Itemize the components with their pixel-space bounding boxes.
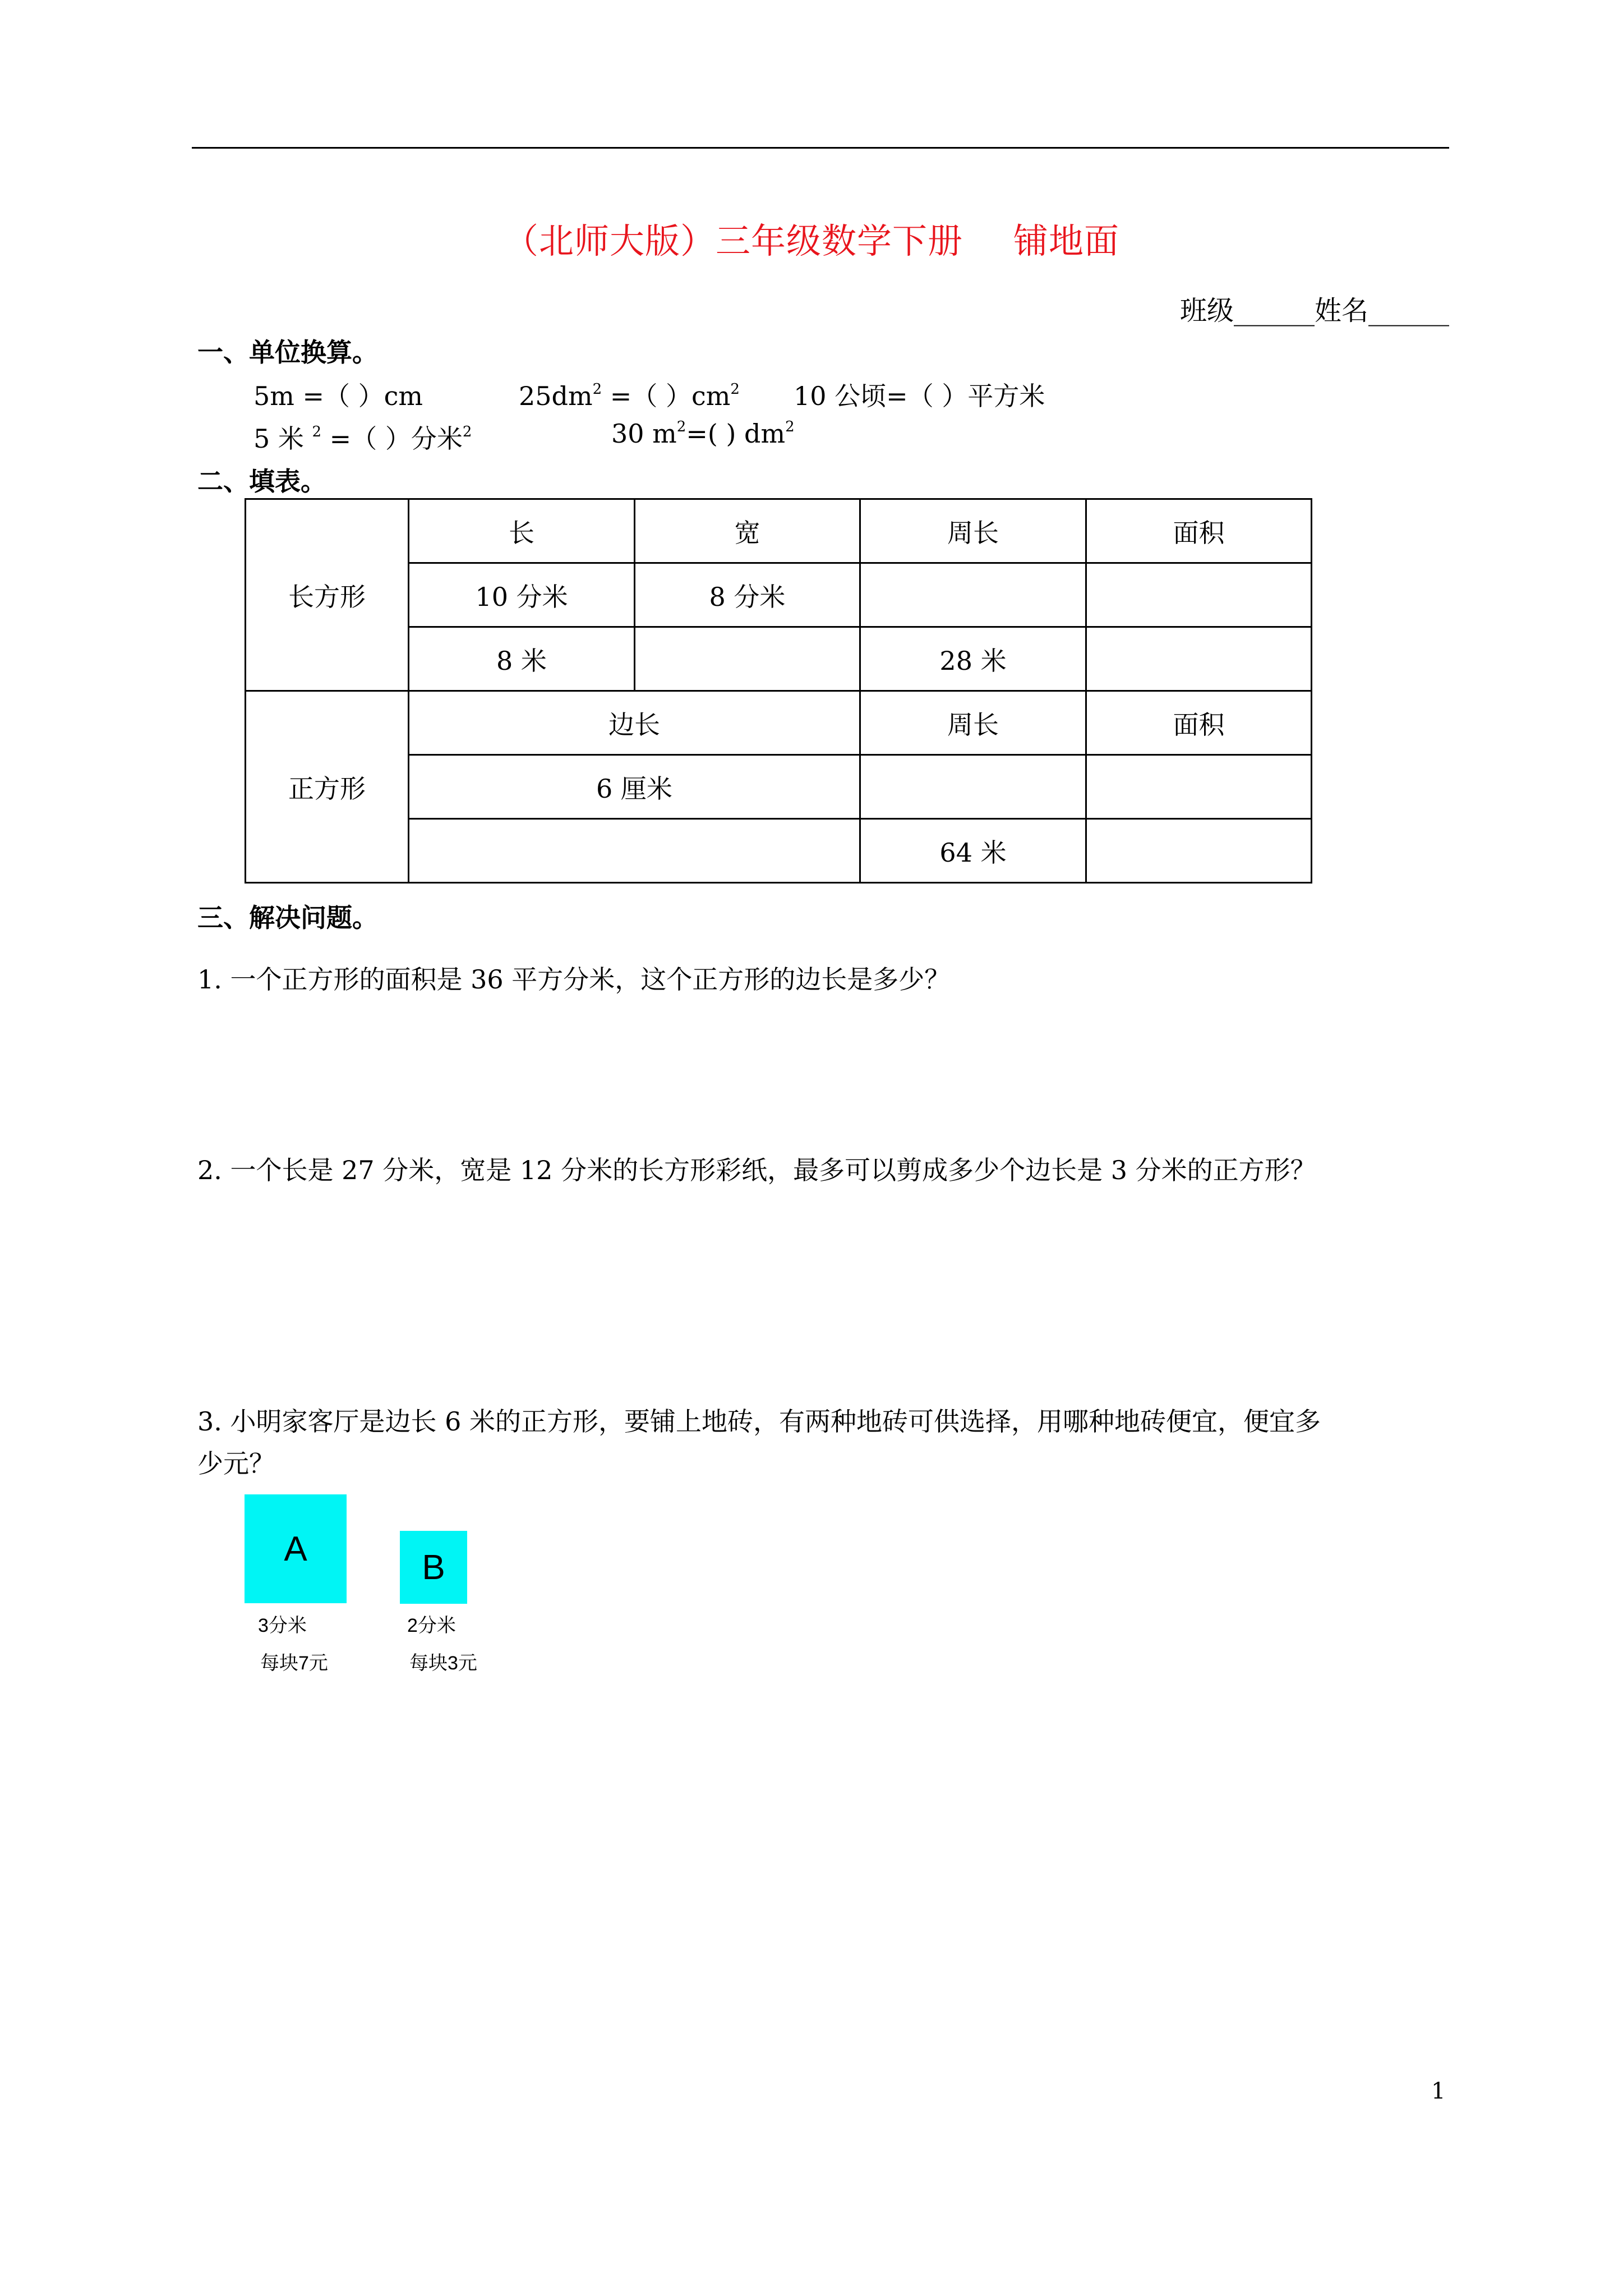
tile-a-price: 每块7元: [260, 1653, 328, 1674]
rect-label: 长方形: [246, 499, 409, 691]
header-perimeter: 周长: [860, 499, 1086, 563]
table-cell: 8 分米: [635, 563, 860, 627]
table-cell: 8 米: [409, 627, 635, 691]
answer-cell[interactable]: [1086, 563, 1312, 627]
table-cell: 64 米: [860, 819, 1086, 883]
tile-a-size: 3分米: [258, 1615, 307, 1636]
header-perimeter: 周长: [860, 691, 1086, 755]
header-area: 面积: [1086, 691, 1312, 755]
page-title: [0, 213, 1623, 263]
tile-b-price: 每块3元: [409, 1653, 477, 1674]
header-width: 宽: [635, 499, 860, 563]
section1-heading: 一、单位换算。: [197, 337, 378, 367]
header-length: 长: [409, 499, 635, 563]
question-3-line2: 少元？: [197, 1448, 275, 1479]
header-rule: [192, 147, 1449, 149]
section3-heading: 三、解决问题。: [197, 903, 378, 933]
answer-cell[interactable]: [409, 819, 860, 883]
conversion-2a: 5 米 $^2$ =（ ）分米$^2$: [253, 424, 472, 454]
table-cell: 6 厘米: [409, 755, 860, 819]
answer-cell[interactable]: [1086, 627, 1312, 691]
tile-b: B: [400, 1531, 467, 1604]
table-row: [246, 499, 1312, 563]
answer-cell[interactable]: [860, 563, 1086, 627]
conversion-2b: 30 $m^2=$( ) $dm^2$: [611, 418, 795, 449]
answer-cell[interactable]: [635, 627, 860, 691]
question-1: 1. 一个正方形的面积是 36 平方分米，这个正方形的边长是多少？: [197, 964, 951, 995]
answer-cell[interactable]: [860, 755, 1086, 819]
header-area: 面积: [1086, 499, 1312, 563]
answer-cell[interactable]: [1086, 755, 1312, 819]
square-label: 正方形: [246, 691, 409, 883]
class-name-line[interactable]: 班级______姓名______: [1179, 295, 1449, 326]
question-2: 2. 一个长是 27 分米，宽是 12 分米的长方形彩纸，最多可以剪成多少个边长是 3 分米的正方形？: [197, 1155, 1316, 1185]
answer-cell[interactable]: [1086, 819, 1312, 883]
tile-a: A: [245, 1494, 347, 1603]
table-cell: 10 分米: [409, 563, 635, 627]
conversion-1b: $25dm^2$ =（ ）$cm^2$: [519, 381, 740, 411]
table-cell: 28 米: [860, 627, 1086, 691]
tile-b-size: 2分米: [407, 1615, 456, 1636]
section2-heading: 二、填表。: [197, 466, 326, 496]
title-part1: （北师大版）三年级数学下册: [503, 220, 963, 261]
header-side: 边长: [409, 691, 860, 755]
fill-in-table: [245, 498, 1312, 884]
table-row: [246, 691, 1312, 755]
question-3-line1: 3. 小明家客厅是边长 6 米的正方形，要铺上地砖，有两种地砖可供选择，用哪种地砖便宜，便宜多: [197, 1406, 1321, 1437]
conversion-1a: 5m =（ ）cm: [253, 381, 423, 411]
page-number: 1: [1431, 2078, 1446, 2104]
conversion-1c: 10 公顷=（ ）平方米: [794, 381, 1045, 411]
title-part2: 铺地面: [1013, 220, 1120, 261]
